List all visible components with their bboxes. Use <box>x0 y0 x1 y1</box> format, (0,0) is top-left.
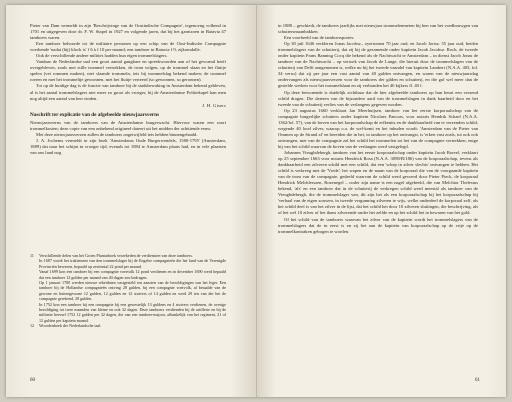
footnote-text: Op 1 januari 1700 werden nieuwe reketdaten vastgesteld ten aanzien van de bezoldigingen van het leger. Een tamboer bij de Hollandse compagnieën ontving 28 gulden, bij een compagnie voetvolk, af betaalde van de gewone en buitengewone 12 gulden, 12 gulden en 12 stuivers of 14 gulden en werd 29 ten van der het de compagnie gerekend, 28 gulden. <box>39 280 226 302</box>
paragraph: Een voorbeeld van de tamboersportes: <box>284 35 355 41</box>
paragraph: J. A. Jochems vermeldt in zijn boek 'Amsterdams Oude Burgerwendels, 1580-1795' (Amsterdam, 1889) dat naar het schijnt in vroeger tijd, evenals tot 1884 te Amsterdam plaats had, en in vele plaatsen van ons land nog <box>30 137 226 155</box>
paragraph: Op deze bewonende is duidelijk zichtbaar dat de hier afgebeelde tamboers op hun beurt een verzend schild dragen. Die dateren van de bijzondere aard van de trommelslagen in dank baarheid door en het tweede van de schutterij verlies van de verlangens gegeven worden. <box>278 89 478 107</box>
footnote-number: 11 <box>30 253 34 258</box>
paragraph: Nieuwjaarsverns van de tamboers van de Amsterdamse burgerwacht. Hiervoor waren een soort trommelkosten; deze copie van een onbekend origineel dateert uit het midden der achttiende eeuw. <box>30 119 226 131</box>
paragraph: Vandaar de Nederlandse taal een groot aantal gangbare en spreekwoorden aan of het gevormd heeft overgebleven, zoals met stille trommel vertrekken, de trom volgen, op de trommel slaan en het fluitje spelen (vet rommen maken), niet slaande trommeln, iets bij trommelslag bekend maken; de trommel roeren en met het trommeltje gewonnen, met het fluitje verteerd (so gewonnen, so geronnen). <box>30 59 226 83</box>
right-page <box>256 5 506 397</box>
footnote-number <box>30 302 39 324</box>
paragraph: Een tamboer behoorde tot de militaire personen op een schip van de Oost-Indische Compagnie voerbende 'nadat (hij) klock is' f 6 à f 10 per maand; een tamboer in Batavia f 9, zijkomdalle. <box>30 41 226 53</box>
footnote-number <box>30 258 39 269</box>
book-spread <box>6 5 506 397</box>
footnote-text: Verschillende delen van het Groen Plantarboek verzekeden de verdiensten van deze tamboers. <box>39 253 193 258</box>
footnote-text: Vanaf 1699 kon een tamboer bij een compagnie voetvolk 12 pond verdienen en in december 1690 werd bepaald dat een tamboer 12 gulden per maand van 40 dagen zou bedragen. <box>39 269 226 280</box>
paragraph: Pieter van Dam vermeldt in zijn 'Beschrijvinge van de Oostindische Compagnie', tegenovng volbend in 1701 en uitgegeven door dr. F. W. Stapel in 1927 en volgende jaren, dat bij het garnizoen in Batavia 47 tamboers waren. <box>30 23 226 41</box>
footnote-number <box>30 269 39 280</box>
paragraph: Op 30 juli 1646 verkleren Jonas Jacobsz., oyertomen 70 jaar oud, en Jacob Jorisz. 55 jaar oud, beiden trommelslagers van de schutterij, dat zij bij de gezamende onder kapitein Jacob Jacobsz. Roch, de tweede onder kapitein Frans Banning Cocq die bekend als de Nachtwacht te Amsterdam – in dienst Jacob Jonas de tamboer van de Nachtwacht – op vertoek van Jacob de Lange, die hieruit door de trommelslagen van de schutterij van Delft aangenomen is, welke nu bij het tweede vaandel van kapitein Lambert (N.A.A. 403, fol. 34 verso) dat zij per jaar een vast aantal van 40 gulden ontvangen, en waren van de nieuwjaarsdag ondervangen als nieuwjaarsverzen voor de tamboers der gilden en schutterij, en die gaf wel meer dan de gestelde werken voor het trommelslaan en zij verbonden het 40 kijkers fl. 40 f. <box>278 41 478 89</box>
footnote-text: In 1752 kon een tamboer bij een compagnie bij een gewestelijk 13 guldens en 4 stuivers verdienen, de overige bezoldiging tot twee maanden van kleine en ook 32 dagen. Deze tamboers verdienden bij de artillerie en bij de militaire heersel 1752 12 gulden per 32 dagen, die van een tamboer-majoor, afhankelijk van het regiment, 21 of 12 gulden per kapitein maand. <box>39 301 226 323</box>
page-number: 60 <box>30 378 35 383</box>
left-page <box>6 5 256 397</box>
book-gutter <box>256 5 257 397</box>
footnote <box>30 280 226 302</box>
paragraph: Of het schild van de tamboers waarvan het zilver van de kapitein wordt het trommelslagers van de trommelslagers dat de in eerst is en zij het aan de kapitein van korporaalschap op de vrije op de trommelkontraken gebogen te worden. <box>278 216 478 234</box>
left-text-column <box>30 23 226 156</box>
paragraph: Op 23 augustus 1660 verklaart Jan Meerhuijsen, tamboer van het eerste korporaalschap van de compagnie burgerlijke schutters onder kapitein Nicolaes Pancras, voor notaris Hendrik Schaef (N.A.A. 1362/fol. 57), van de boven van het korporaalschap de erfkentis en de dankbaarheid van te verzenden schild, wegende 40 lood zilver, waarop o.a. de wel-komt en het inhuden wordt: 'Amsterdam van de Pieter van Ommen op de Strand af' en bereiden die in het, in tamboer op het ontvangst, is 'erken vast zoals, tot ook ook ontvangen, met van de compagnie zal het schild het trommelen tot het van de compagnie vertrekken, enige hij van het schild waarvan de boven van de verlangen werd vastgelegd. <box>278 107 478 149</box>
footnote-number <box>30 280 39 302</box>
right-text-column <box>278 23 478 235</box>
footnote <box>30 269 226 280</box>
footnotes <box>30 253 226 329</box>
footnote <box>30 258 226 269</box>
footnote-text: In 1687 wordt het traktement van den trommelslager bij de Engelse compagnieën die het land van de Verenigde Provinciën bewezen, bepaald op zestiental 22 pond per maand. <box>39 258 226 269</box>
section-title: Naschrift ter explicatie van de afgebeelde nieuwjaarsverns <box>30 111 159 118</box>
page-number: 61 <box>475 378 480 383</box>
footnote <box>30 302 226 324</box>
paragraph: Ook de verschillende andere milities hadden hun eigen trommelslagers. <box>36 53 168 59</box>
footnote-number: 12 <box>30 323 35 329</box>
paragraph: Johannes Vieughdebergh, tamboer van het eerste korporaalschap onder kapitein Jacob Boreel, verklaart op 25 september 1663 voor notaris Hendrick Rosa (N.A.A. 3098/B/186) van de korporaalschap, tevens als dankbaarheid een zilveren schild met een schild, dat een 'schep in zilver slechts' ontvangen te hebben. Het schild is verkreeg met de 'Vrede', het wapen en de naam van de korporaal die van de voorgaande kapitein van de trom van de compagnie, gedeeld waarvan de schild werd gevoerd door Pieter Pieck, de korporaal Hendrick Melchlerszen, Rozenegel – ooder zijn name is een nagel afgebeeld, die van Melchior Thelesius bekend, 'als' en een tamboer dat in de schutterij de verkregen schild werd meestal als tamboer van de Vieughdebergh, die de trommelslager van, dit zijn het als een korporaalschap bij het korporaalschap bij 'verbaal van de eigen zouwen, in tweede vergunning zilveren te wijs, welke onderdeel de korporaal zelf, als het schild deel is van het zilver in de lijst, dat het schild het door 10 zilveren sluitingen, die beschrijving, als of het wel 10 zilver of het thans zilverende onder het zelfde en op het schild het in bewaren van het gold. <box>278 149 478 216</box>
footnote-text: Woordenboek der Nederlandsche taal. <box>39 323 102 329</box>
paragraph: Met deze nieuwjaarsverzen zullen de tamboers ongetwijfeld iets hebben binnengehaald. <box>36 131 198 137</box>
paragraph: Tot op de huidige dag is de functie van tamboer bij de stadsbewaking in Amsterdam bekend gebleven, al is het aantal trommelslagers niet meer zo groot als vroeger, bij de Amsterdamse Politiekapel kan men nog altijd een aantal van hen vinden. <box>30 83 226 101</box>
paragraph: in 1888 – geschiedt, de tamboers jaarlijks met nieuwjaar trommelenmeten bij hen van het voedbouwgen van schuttersmaanbakken. <box>278 23 478 35</box>
author-signature: J. H. Gisers <box>202 102 226 108</box>
footnote <box>30 323 226 328</box>
